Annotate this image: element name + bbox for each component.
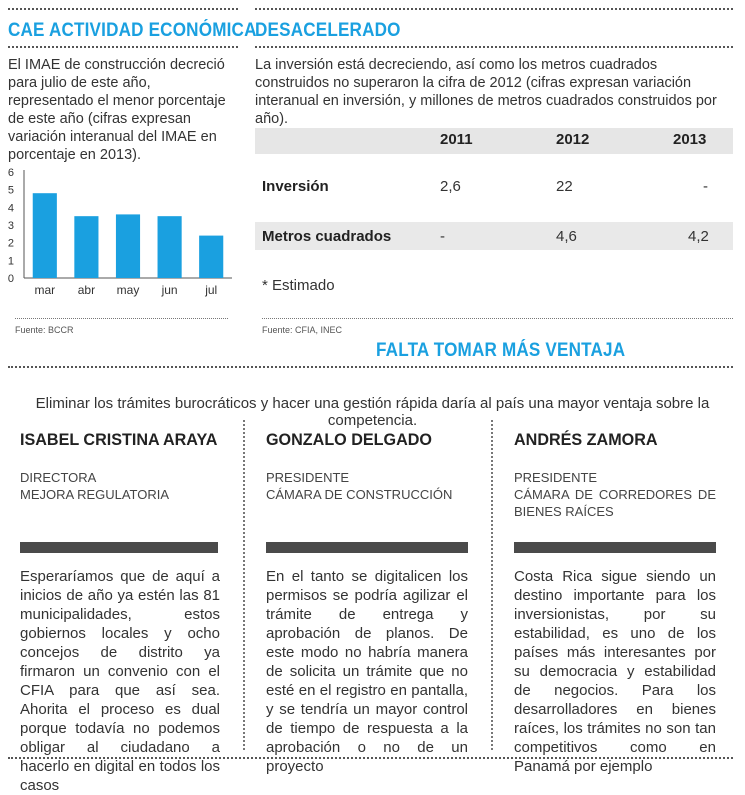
person-role-line: MEJORA REGULATORIA	[20, 487, 170, 502]
person-name: ANDRÉS ZAMORA	[514, 430, 658, 449]
y-tick-label: 2	[7, 237, 14, 250]
bottom-title-rule	[8, 366, 733, 368]
person-separator-bar	[514, 542, 716, 553]
column-divider	[243, 420, 245, 750]
table-row-label: Inversión	[262, 178, 329, 195]
bar-may	[116, 214, 140, 278]
table-col-2013: 2013	[673, 131, 707, 148]
y-tick-label: 6	[7, 167, 14, 179]
person-role-line: DIRECTORA	[20, 470, 97, 485]
person-role	[20, 469, 230, 503]
table-col-2012: 2012	[556, 131, 590, 148]
x-tick-label: jun	[161, 283, 178, 297]
bar-abr	[74, 216, 98, 278]
right-source-rule	[262, 318, 733, 319]
person-quote: Costa Rica sigue siendo un destino importante para los inversionistas, por su estabilidad, es uno de los países más interesantes por su democracia y estabilidad de negocios. Para los desarrolladores en bienes raíces, los trámites no son tan competitivos como en Panamá por ejemplo	[514, 568, 716, 775]
person-role-line: CÁMARA DE CORREDORES DE BIENES RAÍCES	[514, 487, 716, 519]
y-tick-label: 3	[7, 220, 14, 232]
table-cell: 4,2	[688, 228, 709, 245]
right-panel-description: La inversión está decreciendo, así como los metros cuadrados construidos no superaron la cifra de 2012 (cifras expresan variación interanual en inversión, y millones de metros cuadrados construidos por año).	[255, 57, 717, 127]
column-divider	[491, 420, 493, 750]
bar-jul	[199, 236, 223, 278]
imae-bar-chart	[0, 160, 240, 300]
person-role-line: PRESIDENTE	[514, 470, 598, 485]
left-source: Fuente: BCCR	[15, 325, 74, 335]
x-tick-label: jul	[205, 283, 218, 297]
right-source: Fuente: CFIA, INEC	[262, 325, 343, 335]
bottom-section-title: FALTA TOMAR MÁS VENTAJA	[376, 340, 626, 361]
y-tick-label: 0	[7, 273, 14, 285]
person-role	[514, 469, 716, 520]
person-separator-bar	[266, 542, 468, 553]
y-tick-label: 5	[7, 184, 14, 197]
person-quote: Esperaríamos que de aquí a inicios de año ya estén las 81 municipalidades, estos gobiernos locales y ocho concejos de distrito ya firmaron un convenio con el CFIA para que así sea. Ahorita el proceso es dual porque todavía no podemos obligar al ciudadano a hacerlo en digital en todos los casos	[20, 568, 220, 794]
table-cell: 22	[556, 178, 573, 195]
table-row-label: Metros cuadrados	[262, 228, 392, 245]
person-role-line: CÁMARA DE CONSTRUCCIÓN	[266, 487, 453, 502]
bar-jun	[158, 216, 182, 278]
person-name: ISABEL CRISTINA ARAYA	[20, 430, 218, 449]
left-source-rule	[15, 318, 228, 319]
table-col-2011: 2011	[440, 131, 473, 148]
left-title-rule	[8, 46, 238, 48]
left-panel-title: CAE ACTIVIDAD ECONÓMICA	[8, 20, 257, 41]
person-separator-bar	[20, 542, 218, 553]
left-panel-description: El IMAE de construcción decreció para julio de este año, representado el menor porcentaje de este año (cifras expresan variación interanual del IMAE en porcentaje en 2013).	[8, 57, 226, 163]
table-cell: 2,6	[440, 178, 461, 195]
person-role	[266, 469, 476, 503]
y-tick-label: 1	[7, 255, 14, 268]
person-quote: En el tanto se digitalicen los permisos se podría agilizar el trámite de entrega y aprobación de planos. De este modo no habría manera de solicita un trámite que no esté en el registro en pantalla, y se tendría un mayor control de tiempo de respuesta a la aprobación o no de un proyecto	[266, 568, 468, 775]
y-tick-label: 4	[7, 202, 14, 215]
top-rule-left	[8, 8, 238, 10]
x-tick-label: abr	[77, 283, 96, 297]
person-name: GONZALO DELGADO	[266, 430, 432, 449]
x-tick-label: may	[116, 283, 140, 297]
right-title-rule	[255, 46, 733, 48]
person-role-line: PRESIDENTE	[266, 470, 350, 485]
table-header-band	[255, 128, 733, 154]
table-cell: -	[703, 178, 708, 195]
estimate-note: * Estimado	[262, 277, 335, 294]
bar-mar	[33, 193, 57, 278]
bottom-rule	[8, 757, 733, 759]
top-rule-right	[255, 8, 733, 10]
right-panel-title: DESACELERADO	[255, 20, 401, 41]
table-cell: 4,6	[556, 228, 577, 245]
x-tick-label: mar	[34, 283, 56, 297]
table-cell: -	[440, 228, 445, 245]
bottom-intro: Eliminar los trámites burocráticos y hacer una gestión rápida daría al país una mayor ventaja sobre la competencia.	[35, 395, 710, 429]
